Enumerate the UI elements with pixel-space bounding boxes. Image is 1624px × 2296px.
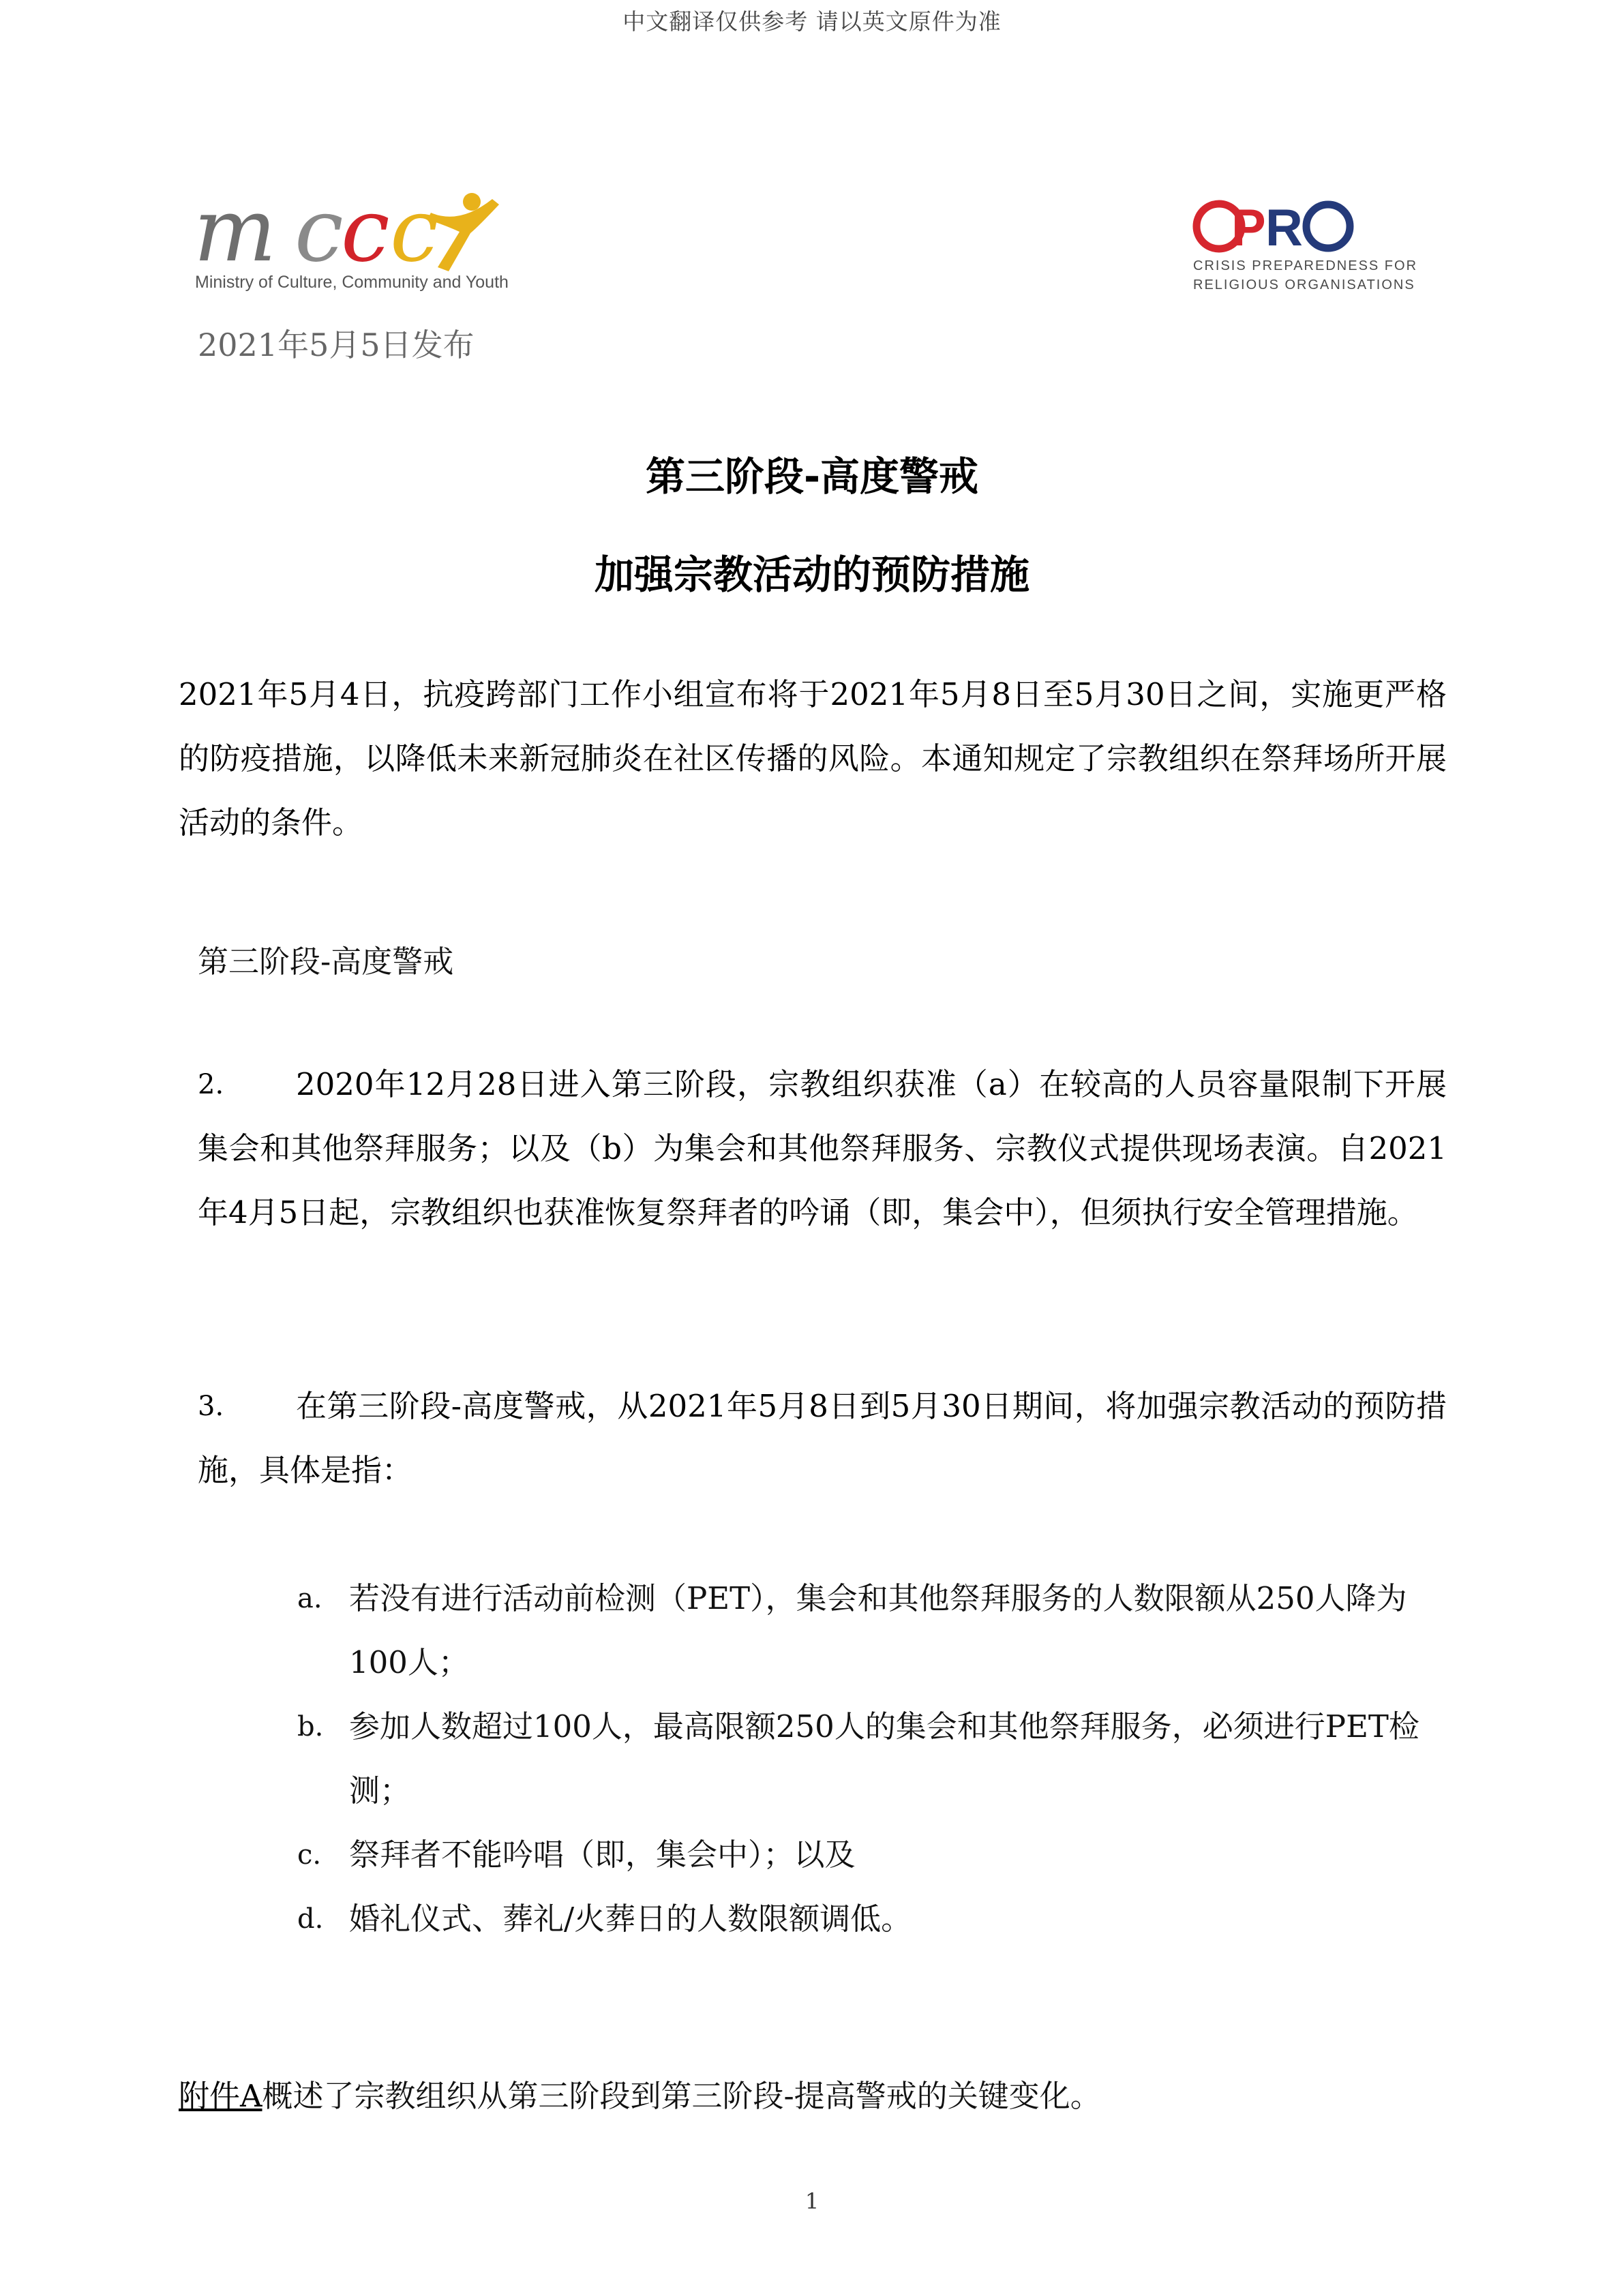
cpro-wordmark-graphic	[1192, 198, 1355, 255]
paragraph-text: 在第三阶段-高度警戒，从2021年5月8日到5月30日期间，将加强宗教活动的预防措施，具体是指：	[198, 1388, 1447, 1488]
measures-list	[297, 1567, 1456, 1951]
cpro-logo	[1192, 198, 1424, 300]
list-item-text: 参加人数超过100人，最高限额250人的集会和其他祭拜服务，必须进行PET检测；	[349, 1708, 1419, 1809]
document-subtitle: 加强宗教活动的预防措施	[594, 552, 1029, 598]
annex-paragraph-text: 概述了宗教组织从第三阶段到第三阶段-提高警戒的关键变化。	[262, 2078, 1101, 2114]
mccy-wordmark-graphic	[192, 184, 520, 273]
list-marker: b.	[297, 1711, 324, 1742]
mccy-logo	[192, 184, 520, 300]
section-heading: 第三阶段-高度警戒	[198, 943, 454, 980]
annex-paragraph	[179, 2064, 1101, 2128]
list-item-text: 婚礼仪式、葬礼/火葬日的人数限额调低。	[349, 1901, 912, 1937]
publish-date: 2021年5月5日发布	[198, 327, 475, 363]
list-item	[297, 1695, 1456, 1823]
list-item	[297, 1823, 1456, 1887]
page-number: 1	[805, 2188, 819, 2214]
list-item-text: 祭拜者不能吟唱（即，集会中）；以及	[349, 1837, 856, 1873]
list-marker: c.	[297, 1839, 322, 1871]
paragraph-number: 2.	[198, 1069, 224, 1100]
paragraph-2	[198, 1053, 1447, 1245]
paragraph-text: 2020年12月28日进入第三阶段，宗教组织获准（a）在较高的人员容量限制下开展集会和其他祭拜服务；以及（b）为集会和其他祭拜服务、宗教仪式提供现场表演。自2021年4月5日起，宗教组织也获准恢复祭拜者的吟诵（即，集会中），但须执行安全管理措施。	[198, 1066, 1447, 1230]
list-item	[297, 1887, 1456, 1951]
paragraph-3	[198, 1374, 1447, 1502]
svg-text:c: c	[390, 184, 439, 273]
mccy-subtitle: Ministry of Culture, Community and Youth	[195, 273, 509, 292]
list-item	[297, 1567, 1456, 1695]
svg-text:c: c	[295, 184, 340, 273]
svg-text:R: R	[1265, 199, 1303, 255]
svg-text:m: m	[194, 184, 273, 273]
document-title: 第三阶段-高度警戒	[645, 453, 979, 500]
cpro-subtitle-line2: RELIGIOUS ORGANISATIONS	[1193, 277, 1415, 292]
svg-text:P: P	[1231, 199, 1266, 255]
paragraph-number: 3.	[198, 1391, 224, 1422]
cpro-subtitle-line1: CRISIS PREPAREDNESS FOR	[1193, 258, 1418, 273]
intro-paragraph: 2021年5月4日，抗疫跨部门工作小组宣布将于2021年5月8日至5月30日之间，实施更严格的防疫措施，以降低未来新冠肺炎在社区传播的风险。本通知规定了宗教组织在祭拜场所开展活动的条件。	[179, 676, 1447, 841]
list-item-text: 若没有进行活动前检测（PET），集会和其他祭拜服务的人数限额从250人降为100人；	[349, 1580, 1407, 1680]
svg-text:c: c	[341, 184, 390, 273]
annex-a-link[interactable]: 附件A	[179, 2078, 262, 2114]
list-marker: a.	[297, 1583, 322, 1614]
list-marker: d.	[297, 1903, 324, 1935]
translation-disclaimer: 中文翻译仅供参考 请以英文原件为准	[622, 8, 1002, 35]
